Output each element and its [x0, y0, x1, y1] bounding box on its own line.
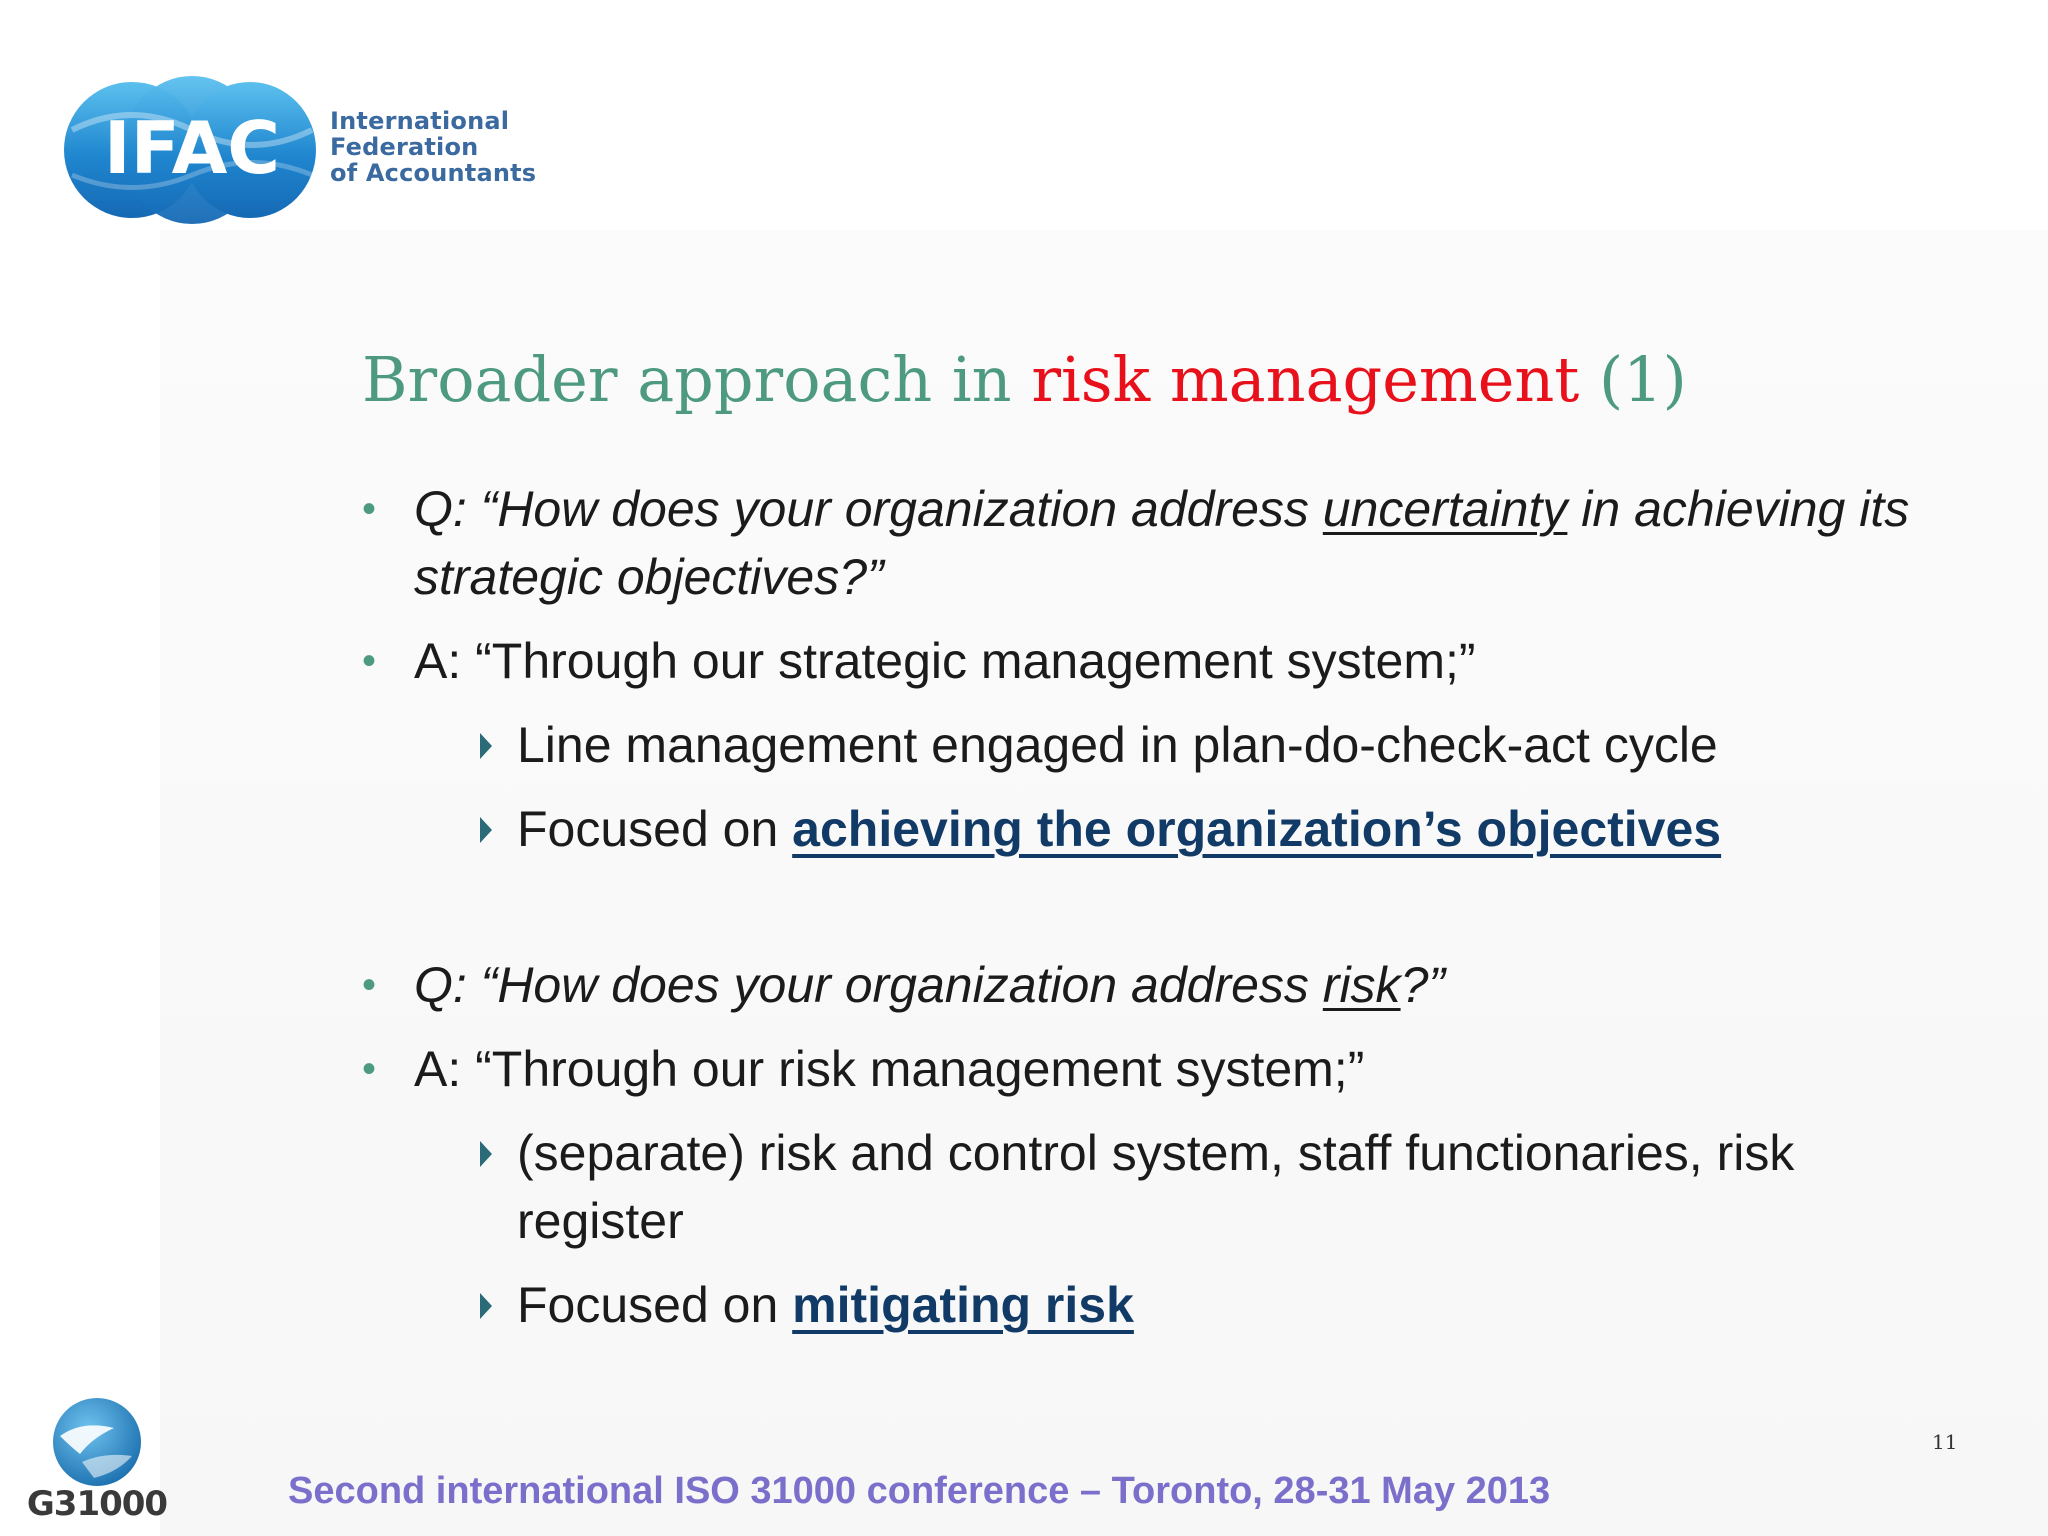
bullet-dot-icon: •	[362, 639, 377, 683]
triangle-bullet-icon	[480, 733, 492, 759]
g31000-logo	[22, 1392, 172, 1532]
ifac-organization-name	[330, 108, 536, 186]
slide-content	[362, 475, 1922, 1355]
sub-bullet	[362, 1271, 1922, 1339]
bullet-dot-icon: •	[362, 487, 377, 531]
title-part: Broader approach in	[362, 343, 1032, 416]
bullet-dot-icon: •	[362, 963, 377, 1007]
bullet-dot-icon: •	[362, 1047, 377, 1091]
globe-icon	[22, 1392, 172, 1492]
answer-text: A: “Through our risk management system;”	[414, 1041, 1365, 1097]
ifac-emblem-icon	[62, 70, 322, 230]
bullet-question-1	[362, 475, 1922, 611]
emphasis-link[interactable]: mitigating risk	[792, 1277, 1134, 1333]
question-text: Q: “How does your organization address risk?”	[414, 957, 1446, 1013]
ifac-name-line: of Accountants	[330, 159, 537, 187]
title-accent: risk management	[1031, 343, 1580, 416]
sub-bullet	[362, 711, 1922, 779]
sub-bullet-text: Line management engaged in plan-do-check-act cycle	[517, 717, 1718, 773]
spacer	[362, 879, 1922, 951]
answer-text: A: “Through our strategic management system;”	[414, 633, 1476, 689]
sub-bullet-prefix: Focused on	[517, 801, 793, 857]
bullet-question-2	[362, 951, 1922, 1019]
question-text: Q: “How does your organization address uncertainty in achieving its strategic objectives?”	[414, 481, 1910, 605]
underlined-term: uncertainty	[1322, 481, 1568, 537]
ifac-name-line: Federation	[330, 133, 479, 161]
emphasis-link[interactable]: achieving the organization’s objectives	[792, 801, 1722, 857]
triangle-bullet-icon	[480, 1293, 492, 1319]
ifac-logo	[62, 70, 537, 230]
bullet-answer-2	[362, 1035, 1922, 1103]
sub-bullet	[362, 795, 1922, 863]
slide-title	[362, 340, 1687, 420]
page-number: 11	[1932, 1430, 1958, 1454]
triangle-bullet-icon	[480, 1141, 492, 1167]
ifac-mark-text: IFAC	[103, 106, 281, 190]
title-part: (1)	[1579, 343, 1687, 416]
sub-bullet-prefix: Focused on	[517, 1277, 793, 1333]
triangle-bullet-icon	[480, 817, 492, 843]
sub-bullet-text: (separate) risk and control system, staff functionaries, risk register	[517, 1125, 1795, 1249]
footer-conference: Second international ISO 31000 conference – Toronto, 28-31 May 2013	[288, 1470, 1551, 1512]
sub-bullet	[362, 1119, 1922, 1255]
underlined-term: risk	[1322, 957, 1401, 1013]
ifac-name-line: International	[330, 107, 510, 135]
bullet-answer-1	[362, 627, 1922, 695]
g31000-label: G31000	[26, 1484, 168, 1524]
